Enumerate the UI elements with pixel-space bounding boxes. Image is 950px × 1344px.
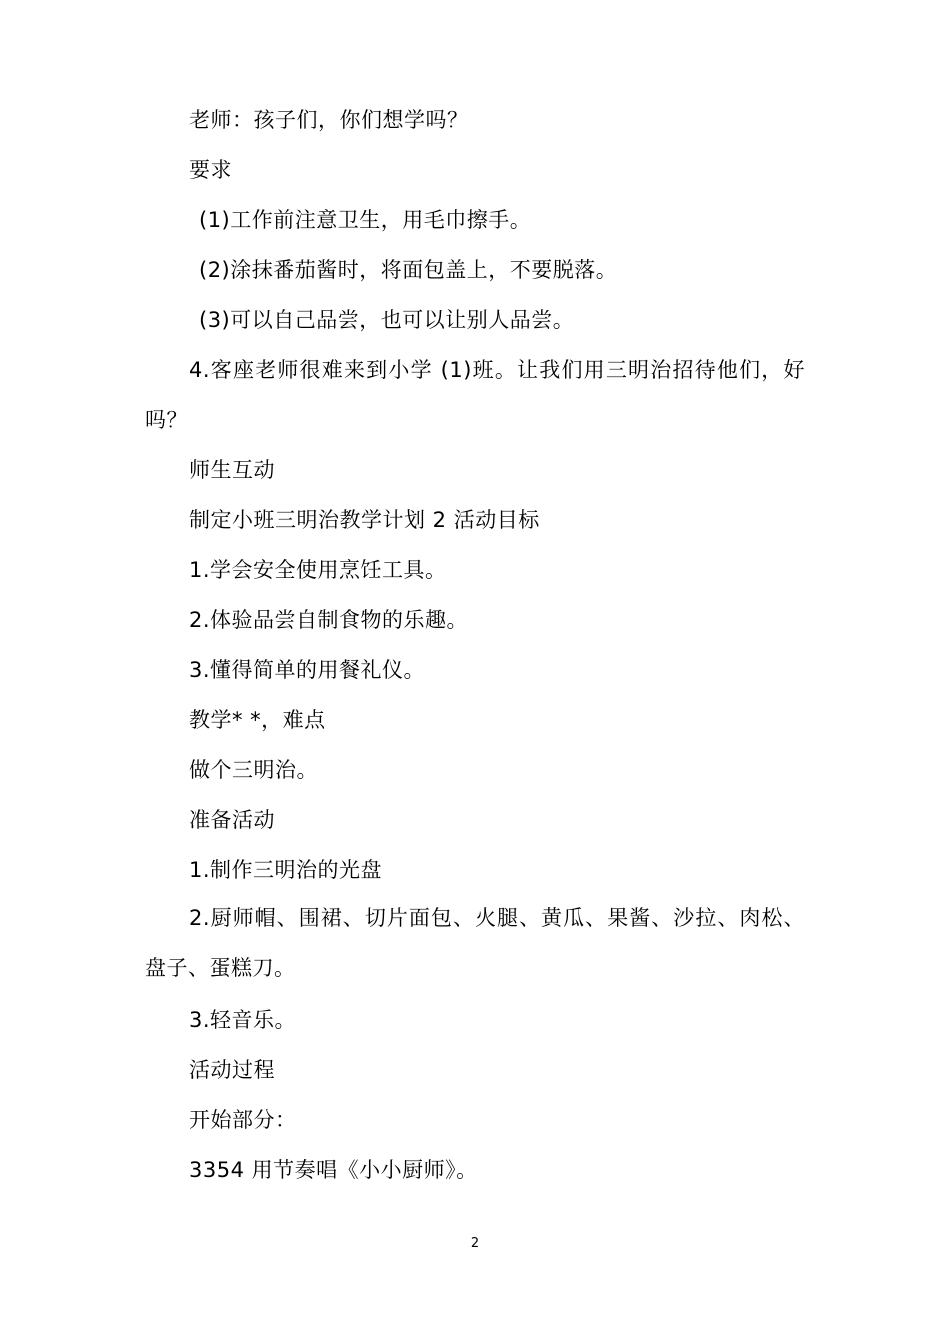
paragraph-guest-teacher: 4.客座老师很难来到小学 (1)班。让我们用三明治招待他们，好吗？ bbox=[145, 358, 805, 432]
heading-opening-part: 开始部分： bbox=[189, 1108, 297, 1132]
goal-item-2: 2.体验品尝自制食物的乐趣。 bbox=[189, 608, 469, 632]
goal-item-1: 1.学会安全使用烹饪工具。 bbox=[189, 558, 447, 582]
paragraph-sing-song: 3354 用节奏唱《小小厨师》。 bbox=[189, 1158, 478, 1182]
paragraph-make-sandwich: 做个三明治。 bbox=[189, 758, 318, 782]
heading-teaching-difficulty: 教学* *，难点 bbox=[189, 708, 326, 732]
heading-plan-goals: 制定小班三明治教学计划 2 活动目标 bbox=[189, 508, 540, 532]
goal-item-3: 3.懂得简单的用餐礼仪。 bbox=[189, 658, 426, 682]
requirement-item-2: (2)涂抹番茄酱时，将面包盖上，不要脱落。 bbox=[199, 258, 618, 282]
preparation-item-1: 1.制作三明治的光盘 bbox=[189, 858, 383, 882]
requirement-item-1: (1)工作前注意卫生，用毛巾擦手。 bbox=[199, 208, 532, 232]
preparation-item-2: 2.厨师帽、围裙、切片面包、火腿、黄瓜、果酱、沙拉、肉松、盘子、蛋糕刀。 bbox=[145, 906, 805, 980]
heading-preparation: 准备活动 bbox=[189, 808, 275, 832]
heading-requirements: 要求 bbox=[189, 158, 232, 182]
requirement-item-3: (3)可以自己品尝，也可以让别人品尝。 bbox=[199, 308, 575, 332]
paragraph-teacher-question: 老师：孩子们，你们想学吗？ bbox=[189, 108, 469, 132]
page-number: 2 bbox=[470, 1236, 480, 1251]
heading-activity-process: 活动过程 bbox=[189, 1058, 275, 1082]
heading-interaction: 师生互动 bbox=[189, 458, 275, 482]
preparation-item-3: 3.轻音乐。 bbox=[189, 1008, 297, 1032]
